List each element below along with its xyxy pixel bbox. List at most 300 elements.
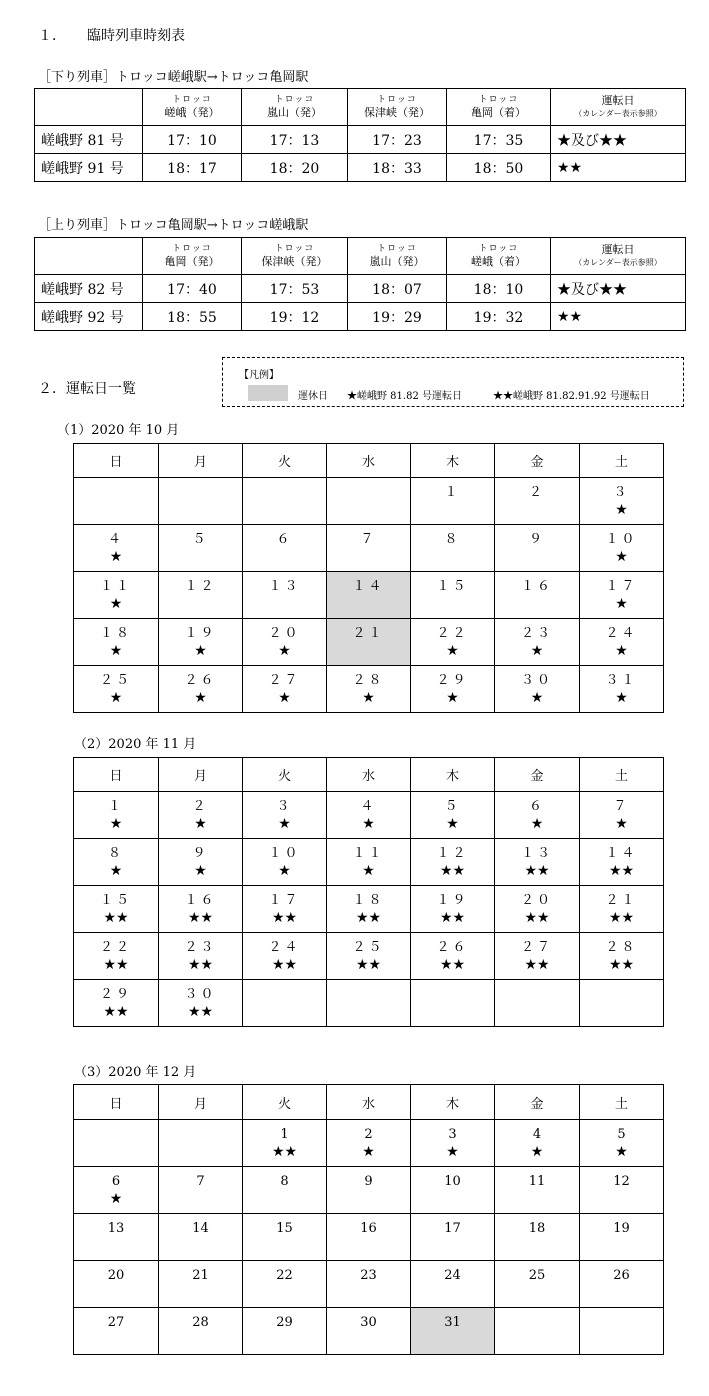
day-number: 25 bbox=[528, 1268, 546, 1283]
calendar-day bbox=[327, 1167, 411, 1214]
star-icon: ★ bbox=[278, 863, 291, 879]
calendar-day bbox=[74, 1167, 159, 1214]
calendar-day bbox=[580, 666, 664, 713]
calendar-week-row bbox=[74, 980, 664, 1027]
double-star-icon: ★★ bbox=[103, 910, 129, 926]
calendar-day bbox=[159, 572, 243, 619]
day-number: ６ bbox=[276, 532, 293, 547]
calendar-day bbox=[580, 1214, 664, 1261]
operating-days-cell: ★及び★★ bbox=[551, 126, 686, 154]
time-cell: 18：33 bbox=[348, 154, 447, 182]
calendar-day bbox=[327, 1308, 411, 1355]
day-number: １４ bbox=[352, 579, 385, 594]
star-icon: ★ bbox=[194, 863, 207, 879]
calendar-day bbox=[327, 792, 411, 839]
train-name: 嵯峨野 81 号 bbox=[35, 126, 143, 154]
closed-day-swatch bbox=[248, 385, 288, 401]
star-icon: ★ bbox=[530, 1144, 544, 1160]
time-cell: 18：20 bbox=[242, 154, 348, 182]
day-number: １１ bbox=[99, 579, 132, 594]
weekday-header: 水 bbox=[327, 1085, 411, 1120]
legend-box bbox=[222, 357, 684, 407]
calendar-day bbox=[159, 792, 243, 839]
day-number: 24 bbox=[444, 1268, 461, 1283]
day-number: 22 bbox=[276, 1268, 293, 1283]
header-station: トロッコ 亀岡（発） bbox=[143, 238, 242, 275]
calendar-day bbox=[495, 525, 580, 572]
down-train-heading: ［下り列車］トロッコ嵯峨駅→トロッコ亀岡駅 bbox=[38, 70, 309, 85]
time-cell: 18：17 bbox=[143, 154, 242, 182]
table-row bbox=[35, 275, 686, 303]
calendar-day bbox=[495, 839, 580, 886]
calendar-day bbox=[327, 525, 411, 572]
time-cell: 17：53 bbox=[242, 275, 348, 303]
header-station: トロッコ 亀岡（着） bbox=[447, 89, 551, 126]
star-icon: ★ bbox=[615, 643, 628, 659]
day-number: 13 bbox=[107, 1221, 125, 1236]
day-number: ２５ bbox=[99, 673, 132, 688]
calendar-week-row bbox=[74, 1120, 664, 1167]
day-number: １６ bbox=[520, 579, 553, 594]
double-star-icon: ★★ bbox=[524, 957, 550, 973]
day-number: １３ bbox=[520, 846, 553, 861]
double-star-icon: ★★ bbox=[355, 910, 382, 926]
star-icon: ★ bbox=[530, 643, 544, 659]
calendar-day bbox=[327, 619, 411, 666]
star-icon: ★ bbox=[615, 549, 628, 565]
day-number: 10 bbox=[444, 1174, 461, 1189]
timetable-header-row bbox=[35, 238, 686, 275]
weekday-header: 木 bbox=[411, 444, 495, 478]
operating-days-cell: ★★ bbox=[551, 154, 686, 182]
time-cell: 18：50 bbox=[447, 154, 551, 182]
calendar-grid bbox=[73, 1084, 664, 1355]
header-blank bbox=[35, 238, 143, 275]
calendar-day bbox=[159, 525, 243, 572]
calendar-day bbox=[243, 1261, 327, 1308]
double-star-icon: ★★ bbox=[103, 957, 129, 973]
time-cell: 17：40 bbox=[143, 275, 242, 303]
calendar-day bbox=[580, 886, 664, 933]
day-number: ３ bbox=[613, 485, 630, 500]
calendar-day bbox=[580, 619, 664, 666]
weekday-header: 土 bbox=[580, 444, 664, 478]
calendar-day bbox=[74, 933, 159, 980]
operating-days-cell: ★及び★★ bbox=[551, 275, 686, 303]
star-icon: ★ bbox=[362, 816, 375, 832]
table-row bbox=[35, 126, 686, 154]
weekday-header-row bbox=[74, 758, 664, 792]
star-icon: ★ bbox=[109, 863, 123, 879]
calendar-day bbox=[580, 1120, 664, 1167]
calendar-day bbox=[495, 886, 580, 933]
day-number: ４ bbox=[107, 532, 124, 547]
day-number: ２３ bbox=[184, 940, 217, 955]
timetable-header-row bbox=[35, 89, 686, 126]
day-number: 5 bbox=[617, 1127, 626, 1142]
day-number: ２７ bbox=[520, 940, 553, 955]
day-number: ２６ bbox=[184, 673, 217, 688]
day-number: 15 bbox=[276, 1221, 293, 1236]
double-star-icon: ★★ bbox=[524, 863, 550, 879]
day-number: ８ bbox=[444, 532, 461, 547]
calendar-day bbox=[159, 933, 243, 980]
operating-days-cell: ★★ bbox=[551, 303, 686, 331]
day-number: １２ bbox=[436, 846, 469, 861]
calendar-day bbox=[495, 1167, 580, 1214]
day-number: ４ bbox=[360, 799, 377, 814]
double-star-icon: ★★ bbox=[187, 957, 214, 973]
star-icon: ★ bbox=[615, 596, 628, 612]
day-number: ２１ bbox=[352, 626, 385, 641]
calendar-day bbox=[243, 1120, 327, 1167]
calendar-title-oct: （1）2020 年 10 月 bbox=[57, 423, 180, 438]
calendar-day bbox=[243, 1308, 327, 1355]
legend-title: 【凡例】 bbox=[239, 370, 279, 381]
star-icon: ★ bbox=[446, 690, 459, 706]
calendar-day bbox=[74, 980, 159, 1027]
calendar-day bbox=[74, 525, 159, 572]
calendar-day bbox=[580, 572, 664, 619]
star-icon: ★ bbox=[446, 816, 459, 832]
time-cell: 19：29 bbox=[348, 303, 447, 331]
time-cell: 19：12 bbox=[242, 303, 348, 331]
time-cell: 17：10 bbox=[143, 126, 242, 154]
calendar-day bbox=[74, 1261, 159, 1308]
calendar-day bbox=[495, 619, 580, 666]
star-icon: ★ bbox=[615, 690, 628, 706]
up-train-heading: ［上り列車］トロッコ亀岡駅→トロッコ嵯峨駅 bbox=[38, 218, 309, 233]
calendar-day bbox=[74, 572, 159, 619]
calendar-empty-cell bbox=[580, 1308, 664, 1355]
day-number: 16 bbox=[360, 1221, 377, 1236]
day-number: 8 bbox=[280, 1174, 289, 1189]
calendar-day bbox=[411, 619, 495, 666]
calendar-day bbox=[580, 933, 664, 980]
day-number: ２ bbox=[192, 799, 209, 814]
calendar-day bbox=[411, 1261, 495, 1308]
day-number: 9 bbox=[364, 1174, 373, 1189]
calendar-day bbox=[74, 1214, 159, 1261]
day-number: １ bbox=[107, 799, 124, 814]
calendar-day bbox=[74, 666, 159, 713]
calendar-day bbox=[580, 792, 664, 839]
calendar-empty-cell bbox=[495, 980, 580, 1027]
calendar-week-row bbox=[74, 572, 664, 619]
weekday-header-row bbox=[74, 1085, 664, 1120]
calendar-week-row bbox=[74, 1261, 664, 1308]
star-icon: ★ bbox=[362, 1144, 375, 1160]
day-number: ２８ bbox=[352, 673, 385, 688]
calendar-day bbox=[495, 933, 580, 980]
calendar-week-row bbox=[74, 619, 664, 666]
calendar-title-dec: （3）2020 年 12 月 bbox=[74, 1065, 197, 1080]
day-number: ２８ bbox=[605, 940, 638, 955]
star-icon: ★ bbox=[109, 1191, 123, 1207]
star-icon: ★ bbox=[109, 549, 123, 565]
weekday-header: 日 bbox=[74, 1085, 159, 1120]
calendar-day bbox=[159, 666, 243, 713]
section-2-title: ２．運転日一覧 bbox=[38, 381, 136, 397]
day-number: 17 bbox=[444, 1221, 461, 1236]
double-star-icon: ★★ bbox=[355, 957, 382, 973]
double-star-icon: ★★ bbox=[524, 910, 550, 926]
calendar-week-row bbox=[74, 666, 664, 713]
day-number: ２９ bbox=[436, 673, 469, 688]
day-number: ２４ bbox=[605, 626, 638, 641]
star-icon: ★ bbox=[194, 690, 207, 706]
day-number: １８ bbox=[99, 626, 132, 641]
day-number: ５ bbox=[444, 799, 461, 814]
calendar-day bbox=[495, 1120, 580, 1167]
weekday-header: 金 bbox=[495, 758, 580, 792]
calendar-empty-cell bbox=[243, 478, 327, 525]
day-number: 23 bbox=[360, 1268, 377, 1283]
header-station: トロッコ 嵐山（発） bbox=[242, 89, 348, 126]
day-number: ７ bbox=[360, 532, 377, 547]
day-number: １９ bbox=[436, 893, 469, 908]
day-number: 7 bbox=[196, 1174, 205, 1189]
star-icon: ★ bbox=[615, 816, 628, 832]
calendar-day bbox=[495, 1214, 580, 1261]
legend-single-star-label: ★嵯峨野 81.82 号運転日 bbox=[347, 391, 462, 402]
calendar-empty-cell bbox=[495, 1308, 580, 1355]
calendar-grid bbox=[73, 443, 664, 713]
weekday-header: 水 bbox=[327, 444, 411, 478]
calendar-day bbox=[327, 666, 411, 713]
calendar-day bbox=[74, 792, 159, 839]
calendar-empty-cell bbox=[327, 980, 411, 1027]
day-number: 21 bbox=[192, 1268, 209, 1283]
day-number: 30 bbox=[360, 1315, 377, 1330]
calendar-week-row bbox=[74, 478, 664, 525]
day-number: １３ bbox=[268, 579, 301, 594]
day-number: 14 bbox=[192, 1221, 209, 1236]
day-number: ２４ bbox=[268, 940, 301, 955]
calendar-week-row bbox=[74, 1167, 664, 1214]
calendar-day bbox=[411, 792, 495, 839]
header-station: トロッコ 保津峡（発） bbox=[348, 89, 447, 126]
star-icon: ★ bbox=[530, 816, 544, 832]
calendar-week-row bbox=[74, 886, 664, 933]
double-star-icon: ★★ bbox=[439, 957, 466, 973]
day-number: １ bbox=[444, 485, 461, 500]
day-number: ２１ bbox=[605, 893, 638, 908]
calendar-grid bbox=[73, 757, 664, 1027]
calendar-empty-cell bbox=[243, 980, 327, 1027]
day-number: ９ bbox=[528, 532, 545, 547]
calendar-day bbox=[580, 525, 664, 572]
weekday-header: 月 bbox=[159, 1085, 243, 1120]
calendar-empty-cell bbox=[327, 478, 411, 525]
section-1-title: １． 臨時列車時刻表 bbox=[38, 28, 185, 44]
weekday-header: 水 bbox=[327, 758, 411, 792]
calendar-day bbox=[243, 1167, 327, 1214]
day-number: ６ bbox=[528, 799, 545, 814]
day-number: １４ bbox=[605, 846, 638, 861]
day-number: １７ bbox=[605, 579, 638, 594]
calendar-empty-cell bbox=[411, 980, 495, 1027]
double-star-icon: ★★ bbox=[103, 1004, 129, 1020]
weekday-header: 木 bbox=[411, 1085, 495, 1120]
calendar-empty-cell bbox=[159, 478, 243, 525]
calendar-day bbox=[159, 886, 243, 933]
day-number: 2 bbox=[364, 1127, 373, 1142]
star-icon: ★ bbox=[278, 816, 291, 832]
header-station: トロッコ 嵐山（発） bbox=[348, 238, 447, 275]
table-row bbox=[35, 303, 686, 331]
calendar-day bbox=[411, 839, 495, 886]
calendar-day bbox=[74, 886, 159, 933]
weekday-header: 土 bbox=[580, 758, 664, 792]
calendar-week-row bbox=[74, 792, 664, 839]
time-cell: 18：10 bbox=[447, 275, 551, 303]
header-blank bbox=[35, 89, 143, 126]
calendar-day bbox=[411, 1214, 495, 1261]
time-cell: 17：23 bbox=[348, 126, 447, 154]
weekday-header: 月 bbox=[159, 444, 243, 478]
calendar-day bbox=[411, 525, 495, 572]
day-number: 27 bbox=[107, 1315, 125, 1330]
star-icon: ★ bbox=[109, 596, 123, 612]
calendar-week-row bbox=[74, 1214, 664, 1261]
calendar-day bbox=[243, 525, 327, 572]
calendar-day bbox=[243, 666, 327, 713]
weekday-header: 日 bbox=[74, 758, 159, 792]
time-cell: 17：13 bbox=[242, 126, 348, 154]
day-number: １８ bbox=[352, 893, 385, 908]
day-number: 31 bbox=[444, 1315, 461, 1330]
day-number: １０ bbox=[268, 846, 301, 861]
day-number: ２２ bbox=[99, 940, 132, 955]
calendar-day bbox=[327, 572, 411, 619]
calendar-day bbox=[580, 1261, 664, 1308]
weekday-header: 木 bbox=[411, 758, 495, 792]
time-cell: 18：55 bbox=[143, 303, 242, 331]
calendar-day bbox=[327, 1120, 411, 1167]
day-number: ２９ bbox=[99, 987, 132, 1002]
day-number: ２２ bbox=[436, 626, 469, 641]
day-number: ３０ bbox=[520, 673, 553, 688]
day-number: １６ bbox=[184, 893, 217, 908]
star-icon: ★ bbox=[446, 1144, 459, 1160]
calendar-day bbox=[411, 1120, 495, 1167]
header-station: トロッコ 嵯峨（着） bbox=[447, 238, 551, 275]
calendar-day bbox=[411, 886, 495, 933]
star-icon: ★ bbox=[278, 643, 291, 659]
day-number: 3 bbox=[448, 1127, 457, 1142]
star-icon: ★ bbox=[278, 690, 291, 706]
day-number: 11 bbox=[528, 1174, 546, 1189]
calendar-day bbox=[243, 1214, 327, 1261]
day-number: ５ bbox=[192, 532, 209, 547]
double-star-icon: ★★ bbox=[187, 1004, 214, 1020]
double-star-icon: ★★ bbox=[608, 863, 635, 879]
day-number: ２０ bbox=[268, 626, 301, 641]
calendar-day bbox=[411, 1308, 495, 1355]
day-number: 26 bbox=[613, 1268, 630, 1283]
day-number: ２５ bbox=[352, 940, 385, 955]
day-number: 1 bbox=[280, 1127, 289, 1142]
calendar-empty-cell bbox=[74, 478, 159, 525]
calendar-day bbox=[495, 478, 580, 525]
calendar-day bbox=[327, 839, 411, 886]
calendar-empty-cell bbox=[74, 1120, 159, 1167]
day-number: 4 bbox=[532, 1127, 542, 1142]
calendar-day bbox=[243, 792, 327, 839]
calendar-day bbox=[159, 1261, 243, 1308]
calendar-day bbox=[159, 619, 243, 666]
header-station: トロッコ 嵯峨（発） bbox=[143, 89, 242, 126]
calendar-day bbox=[580, 839, 664, 886]
legend-closed-label: 運休日 bbox=[298, 391, 328, 402]
calendar-day bbox=[243, 886, 327, 933]
day-number: 28 bbox=[192, 1315, 209, 1330]
day-number: ３ bbox=[276, 799, 293, 814]
table-row bbox=[35, 154, 686, 182]
double-star-icon: ★★ bbox=[439, 910, 466, 926]
time-cell: 17：35 bbox=[447, 126, 551, 154]
star-icon: ★ bbox=[109, 690, 123, 706]
double-star-icon: ★★ bbox=[271, 910, 298, 926]
double-star-icon: ★★ bbox=[271, 957, 298, 973]
calendar-day bbox=[327, 1214, 411, 1261]
weekday-header: 金 bbox=[495, 444, 580, 478]
calendar-day bbox=[411, 1167, 495, 1214]
train-name: 嵯峨野 91 号 bbox=[35, 154, 143, 182]
day-number: １５ bbox=[99, 893, 132, 908]
calendar-day bbox=[74, 619, 159, 666]
calendar-day bbox=[495, 1261, 580, 1308]
weekday-header: 火 bbox=[243, 1085, 327, 1120]
calendar-week-row bbox=[74, 933, 664, 980]
calendar-day bbox=[243, 619, 327, 666]
calendar-day bbox=[495, 666, 580, 713]
star-icon: ★ bbox=[194, 643, 207, 659]
calendar-title-nov: （2）2020 年 11 月 bbox=[74, 737, 197, 752]
weekday-header: 月 bbox=[159, 758, 243, 792]
double-star-icon: ★★ bbox=[608, 957, 635, 973]
calendar-empty-cell bbox=[159, 1120, 243, 1167]
down-timetable bbox=[34, 88, 686, 182]
weekday-header: 土 bbox=[580, 1085, 664, 1120]
calendar-week-row bbox=[74, 525, 664, 572]
calendar-day bbox=[159, 1167, 243, 1214]
day-number: ３０ bbox=[184, 987, 217, 1002]
weekday-header: 金 bbox=[495, 1085, 580, 1120]
calendar-day bbox=[327, 1261, 411, 1308]
calendar-empty-cell bbox=[580, 980, 664, 1027]
day-number: ２６ bbox=[436, 940, 469, 955]
calendar-day bbox=[327, 933, 411, 980]
weekday-header: 火 bbox=[243, 444, 327, 478]
star-icon: ★ bbox=[446, 643, 459, 659]
double-star-icon: ★★ bbox=[187, 910, 214, 926]
calendar-week-row bbox=[74, 1308, 664, 1355]
calendar-day bbox=[74, 1308, 159, 1355]
star-icon: ★ bbox=[362, 863, 375, 879]
star-icon: ★ bbox=[109, 643, 123, 659]
day-number: １５ bbox=[436, 579, 469, 594]
calendar-day bbox=[243, 839, 327, 886]
calendar-day bbox=[580, 1167, 664, 1214]
train-name: 嵯峨野 82 号 bbox=[35, 275, 143, 303]
calendar-day bbox=[580, 478, 664, 525]
time-cell: 19：32 bbox=[447, 303, 551, 331]
day-number: 29 bbox=[276, 1315, 293, 1330]
day-number: ９ bbox=[192, 846, 209, 861]
day-number: ２ bbox=[528, 485, 545, 500]
